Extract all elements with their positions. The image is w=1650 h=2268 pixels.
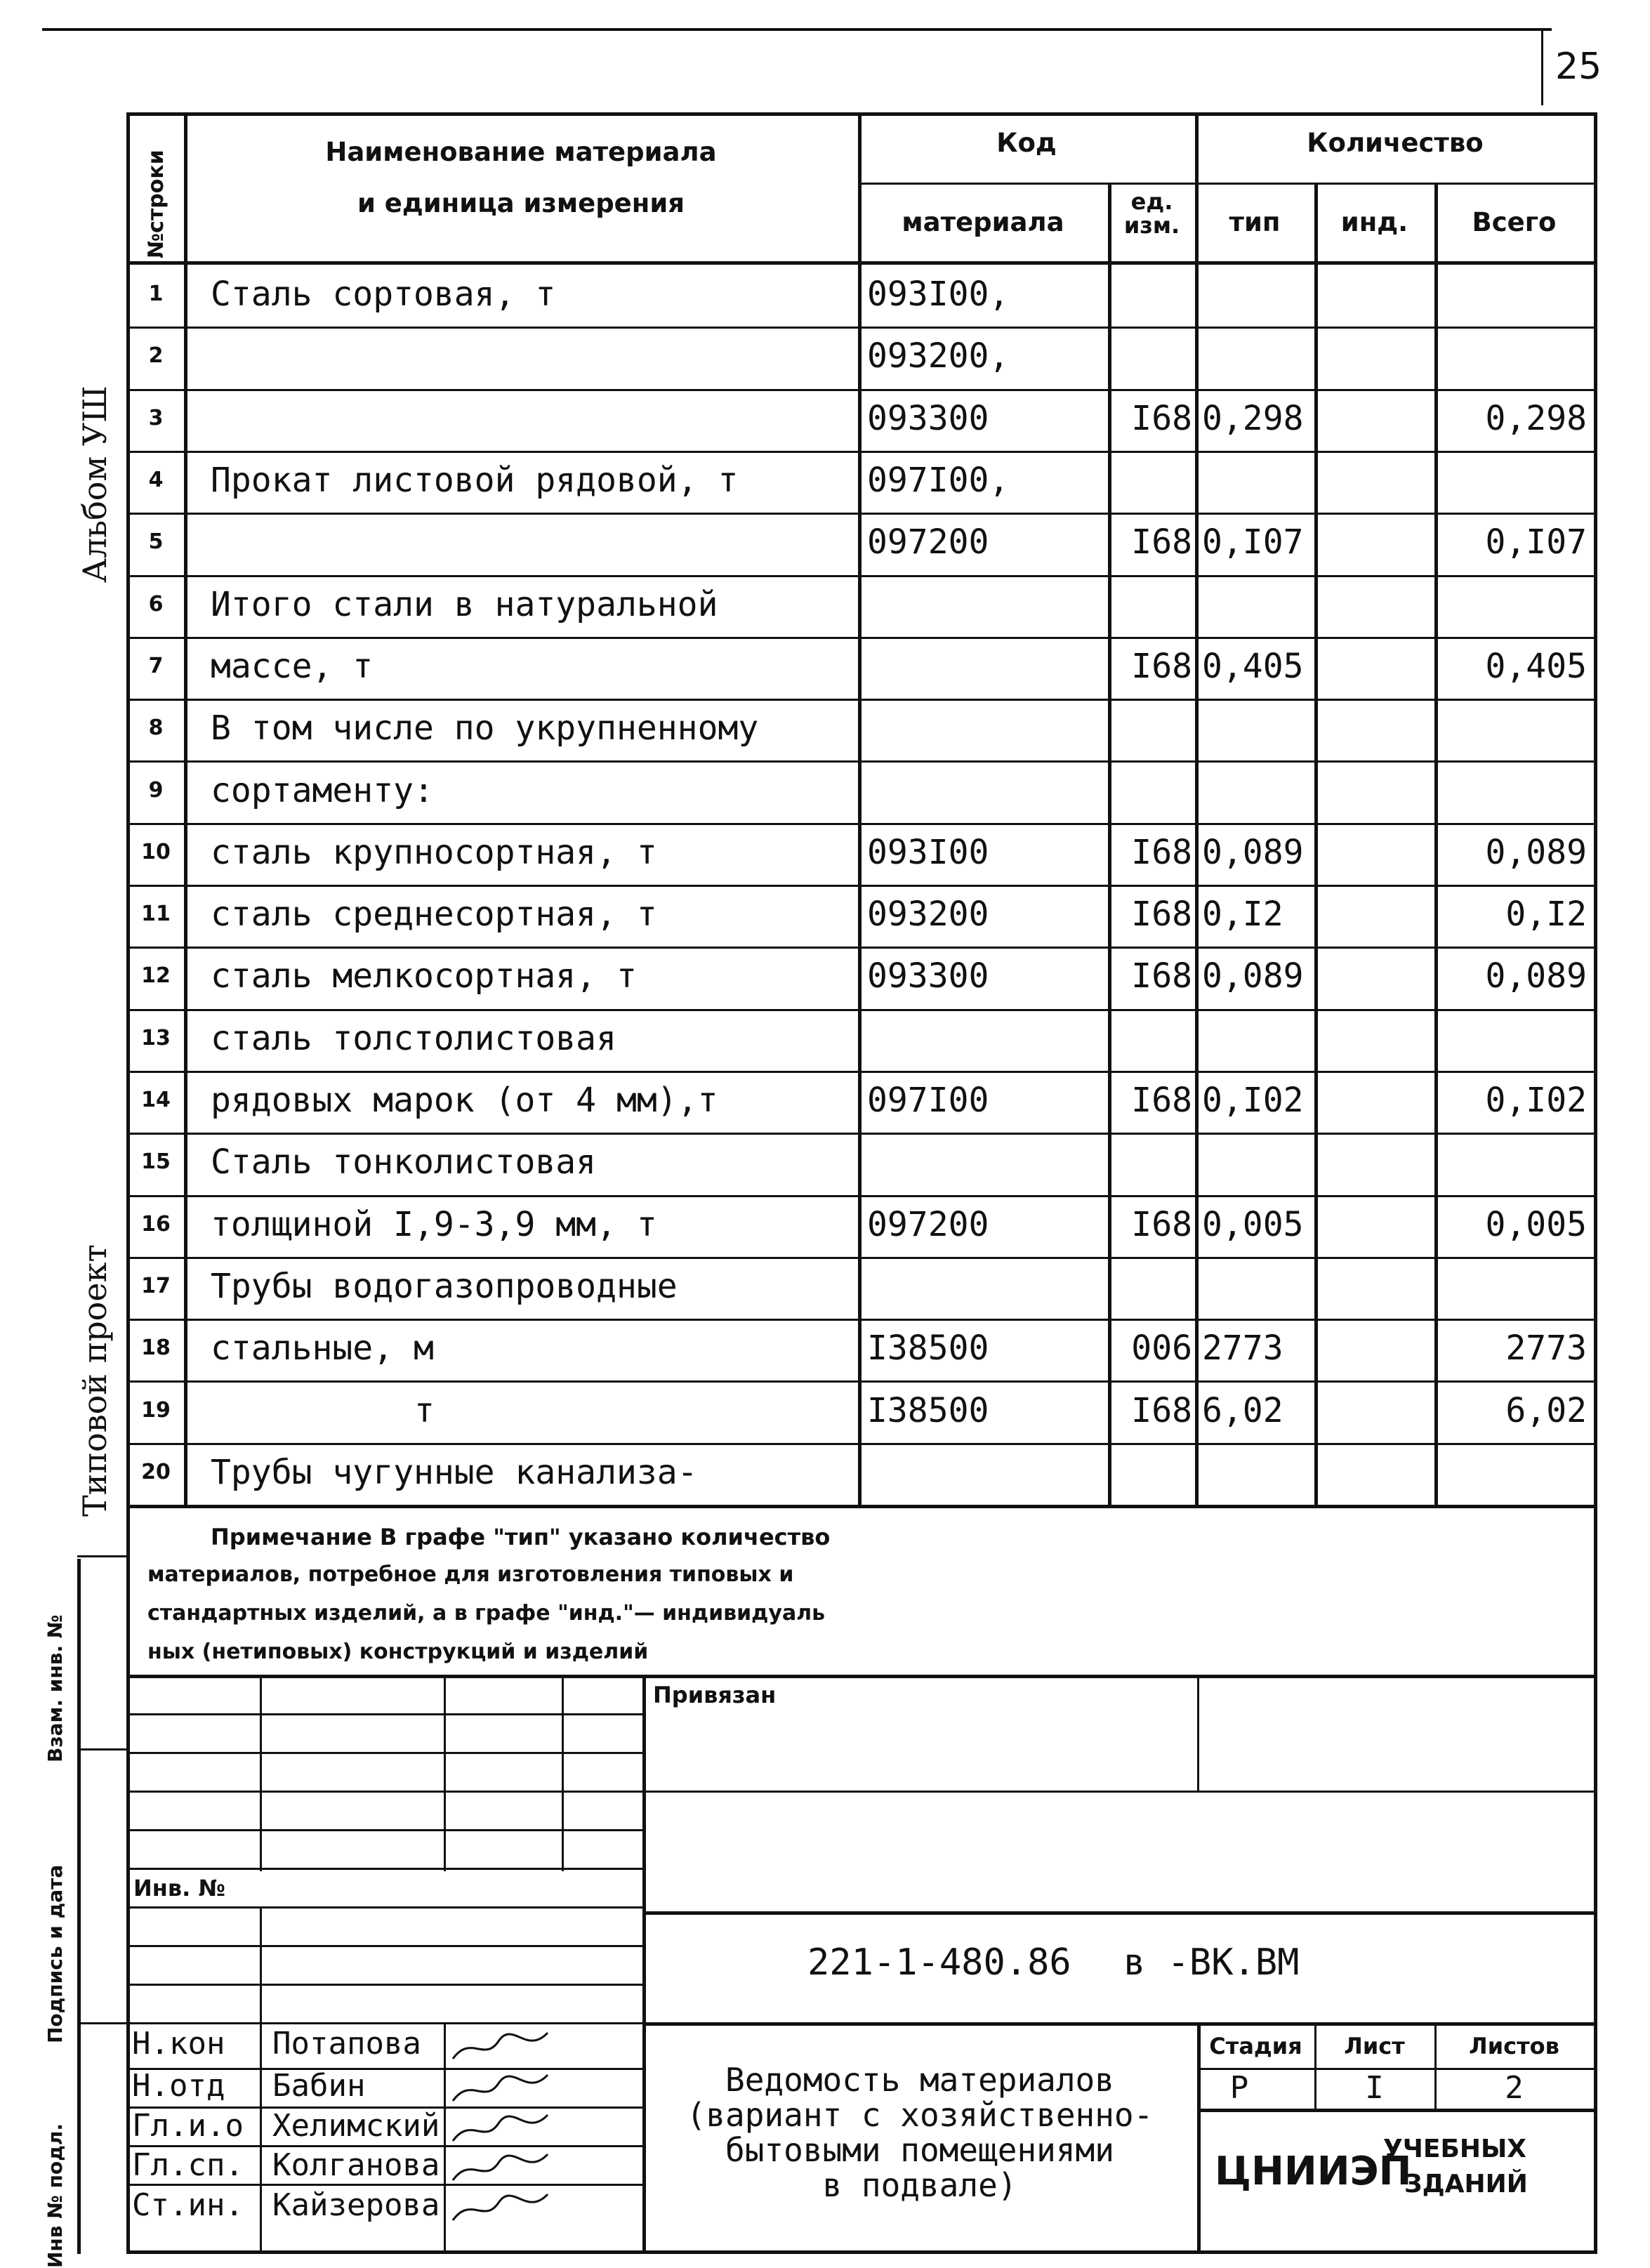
col-line-code: [1108, 183, 1111, 1506]
row-number: 19: [141, 1397, 171, 1423]
row-divider: [126, 823, 1595, 825]
material-name: сталь крупносортная, т: [211, 832, 657, 872]
qty-tip: 0,I02: [1202, 1081, 1304, 1121]
material-name: толщиной I,9-3,9 мм, т: [211, 1204, 657, 1244]
material-name: стальные, м: [211, 1329, 434, 1369]
stamp-row-4: [126, 1829, 642, 1831]
stamp-col-right: [1197, 1675, 1199, 1791]
qty-tip: 0,298: [1202, 398, 1304, 438]
row-divider: [126, 451, 1595, 453]
col-line-tip: [1314, 183, 1318, 1506]
material-name: массе, т: [211, 646, 374, 686]
header-mid: [858, 183, 1595, 185]
side-label-album: Альбом УШ: [76, 385, 114, 583]
qty-total: 0,I02: [1485, 1081, 1587, 1121]
row-divider: [126, 1195, 1595, 1197]
row-number: 14: [141, 1088, 171, 1113]
side-label-inv-podl: Инв № подл.: [44, 2123, 67, 2268]
row-divider: [126, 760, 1595, 763]
material-code: 097200: [867, 1204, 989, 1244]
signer-role: Гл.сп.: [132, 2147, 244, 2183]
stamp-col-2: [444, 1675, 446, 1871]
doc-title-line4: в подвале): [822, 2166, 1017, 2204]
signer-role: Ст.ин.: [132, 2187, 244, 2223]
material-name: сталь среднесортная, т: [211, 895, 657, 935]
stamp-sig-row-5: [126, 2184, 642, 2186]
unit-code: I68: [1131, 956, 1192, 996]
col-line-right: [1594, 112, 1597, 2254]
row-number: 13: [141, 1025, 171, 1050]
org-name-3: ЗДАНИЙ: [1404, 2170, 1528, 2198]
material-name: сталь мелкосортная, т: [211, 956, 637, 996]
side-label-podpis: Подпись и дата: [44, 1864, 67, 2043]
side-strip-h3: [77, 2022, 126, 2024]
qty-tip: 0,I2: [1202, 895, 1283, 935]
stamp-row-6: [126, 1906, 642, 1908]
unit-code: 006: [1131, 1329, 1192, 1369]
privyazan-label: Привязан: [653, 1682, 777, 1708]
note-line2: материалов, потребное для изготовления типовых и: [147, 1562, 794, 1587]
row-number: 5: [148, 529, 164, 555]
material-code: 093I00,: [867, 275, 1010, 315]
qty-tip: 0,005: [1202, 1204, 1304, 1244]
qty-tip: 6,02: [1202, 1390, 1283, 1430]
document-suffix: в -ВК.ВМ: [1123, 1941, 1300, 1984]
row-divider: [126, 699, 1595, 701]
material-name: Прокат листовой рядовой, т: [211, 461, 739, 501]
stage-label: Стадия: [1209, 2033, 1302, 2059]
material-code: 093300: [867, 398, 989, 438]
row-divider: [126, 947, 1595, 949]
row-number: 11: [141, 902, 171, 927]
sheets-value: 2: [1505, 2070, 1524, 2106]
unit-code: I68: [1131, 895, 1192, 935]
body-bottom: [126, 1505, 1597, 1508]
signer-role: Н.отд: [132, 2068, 225, 2104]
material-code: I38500: [867, 1329, 989, 1369]
signer-role: Гл.и.о: [132, 2108, 244, 2144]
stage-value: Р: [1229, 2070, 1249, 2106]
note-line1: Примечание В графе "тип" указано количество: [211, 1524, 831, 1550]
material-name: Сталь тонколистовая: [211, 1142, 597, 1182]
row-divider: [126, 1380, 1595, 1383]
row-number: 12: [141, 963, 171, 989]
side-strip-left: [77, 1559, 81, 2254]
material-name: Трубы водогазопроводные: [211, 1266, 678, 1306]
org-name-1: ЦНИИЭП: [1215, 2149, 1412, 2194]
stamp-row-5: [126, 1868, 642, 1870]
signer-name: Хелимский: [272, 2108, 440, 2144]
document-code: 221-1-480.86: [807, 1941, 1071, 1984]
row-divider: [126, 575, 1595, 577]
row-number: 7: [148, 653, 164, 678]
header-ind: инд.: [1340, 207, 1408, 237]
signer-name: Потапова: [272, 2026, 421, 2062]
qty-total: 0,I2: [1505, 895, 1587, 935]
material-name: сталь толстолистовая: [211, 1018, 616, 1058]
qty-total: 2773: [1505, 1329, 1587, 1369]
header-name-line2: и единица измерения: [357, 188, 685, 218]
signer-name: Кайзерова: [272, 2187, 440, 2223]
signature-mark: [449, 2069, 555, 2108]
row-divider: [126, 327, 1595, 329]
signer-name: Колганова: [272, 2147, 440, 2183]
unit-code: I68: [1131, 1081, 1192, 1121]
material-code: 093200: [867, 895, 989, 935]
page-number: 25: [1555, 46, 1602, 88]
qty-total: 0,405: [1485, 646, 1587, 686]
row-number: 15: [141, 1149, 171, 1175]
col-line-left: [126, 112, 130, 2254]
header-top: [126, 112, 1597, 116]
signer-name: Бабин: [272, 2068, 366, 2104]
sheets-label: Листов: [1469, 2033, 1559, 2059]
row-number: 10: [141, 839, 171, 864]
material-code: 097I00: [867, 1081, 989, 1121]
stamp-col-3: [562, 1675, 564, 1871]
stamp-col-inv: [260, 1906, 262, 2254]
doc-title-line1: Ведомость материалов: [725, 2061, 1114, 2099]
sheet-label: Лист: [1344, 2033, 1405, 2059]
signature-mark: [449, 2027, 555, 2066]
sheet-value: I: [1365, 2070, 1384, 2106]
header-bottom: [126, 261, 1597, 265]
signer-role: Н.кон: [132, 2026, 225, 2062]
row-number: 9: [148, 777, 164, 803]
qty-total: 0,089: [1485, 832, 1587, 872]
org-name-2: УЧЕБНЫХ: [1383, 2135, 1527, 2163]
qty-total: 0,005: [1485, 1204, 1587, 1244]
stamp-col-inv2: [444, 2022, 446, 2254]
qty-tip: 2773: [1202, 1329, 1283, 1369]
col-line-name: [858, 112, 862, 1506]
unit-code: I68: [1131, 1390, 1192, 1430]
page-number-box-left: [1541, 28, 1543, 105]
col-line-num: [184, 112, 187, 1506]
row-number: 18: [141, 1336, 171, 1361]
doc-title-line3: бытовыми помещениями: [725, 2131, 1114, 2169]
signature-mark: [449, 2189, 555, 2227]
row-number: 8: [148, 716, 164, 741]
stamp-row-8: [126, 1984, 642, 1986]
material-name: В том числе по укрупненному: [211, 708, 759, 749]
header-name-line1: Наименование материала: [325, 137, 717, 167]
row-divider: [126, 1009, 1595, 1011]
material-name: Итого стали в натуральной: [211, 584, 718, 624]
material-name: т: [414, 1390, 435, 1430]
row-number: 6: [148, 591, 164, 617]
stamp-row-2: [126, 1752, 642, 1754]
qty-total: 0,I07: [1485, 522, 1587, 562]
row-divider: [126, 1071, 1595, 1073]
header-tip: тип: [1229, 207, 1281, 237]
header-quantity: Количество: [1307, 128, 1484, 158]
header-unit: ед. изм.: [1123, 188, 1180, 239]
row-divider: [126, 637, 1595, 639]
qty-tip: 0,089: [1202, 832, 1304, 872]
header-row-num: №строки: [144, 150, 169, 258]
row-number: 17: [141, 1273, 171, 1298]
material-code: 093I00: [867, 832, 989, 872]
stamp-info-row-2: [1197, 2109, 1597, 2112]
qty-tip: 0,089: [1202, 956, 1304, 996]
row-divider: [126, 1133, 1595, 1135]
stamp-bottom: [126, 2250, 1597, 2254]
row-divider: [126, 1319, 1595, 1321]
row-divider: [126, 389, 1595, 391]
qty-tip: 0,I07: [1202, 522, 1304, 562]
signature-mark: [449, 2149, 555, 2187]
side-label-project: Типовой проект: [76, 1244, 114, 1517]
qty-total: 0,089: [1485, 956, 1587, 996]
row-number: 3: [148, 405, 164, 430]
header-code: Код: [996, 128, 1057, 158]
unit-code: I68: [1131, 398, 1192, 438]
stamp-code-top: [642, 1911, 1597, 1915]
unit-code: I68: [1131, 832, 1192, 872]
material-code: 097I00,: [867, 461, 1010, 501]
note-line4: ных (нетиповых) конструкций и изделий: [147, 1640, 649, 1664]
stamp-col-1: [260, 1675, 262, 1871]
material-code: 097200: [867, 522, 989, 562]
header-total: Всего: [1472, 207, 1557, 237]
qty-tip: 0,405: [1202, 646, 1304, 686]
material-code: I38500: [867, 1390, 989, 1430]
row-divider: [126, 885, 1595, 887]
header-material: материала: [902, 207, 1064, 237]
material-name: Трубы чугунные канализа-: [211, 1452, 698, 1492]
row-number: 2: [148, 343, 164, 369]
material-code: 093200,: [867, 336, 1010, 376]
material-name: рядовых марок (от 4 мм),т: [211, 1081, 718, 1121]
stamp-row-9: [126, 2022, 642, 2024]
material-name: Сталь сортовая, т: [211, 275, 556, 315]
row-divider: [126, 1443, 1595, 1445]
side-strip-h2: [77, 1748, 126, 1751]
inv-no-label: Инв. №: [133, 1875, 225, 1901]
doc-title-line2: (вариант с хозяйственно-: [686, 2096, 1154, 2134]
stamp-row-7: [126, 1945, 642, 1947]
qty-total: 6,02: [1505, 1390, 1587, 1430]
row-divider: [126, 513, 1595, 515]
row-number: 1: [148, 282, 164, 307]
material-name: сортаменту:: [211, 770, 434, 810]
side-label-vzam: Взам. инв. №: [44, 1614, 67, 1762]
qty-total: 0,298: [1485, 398, 1587, 438]
signature-mark: [449, 2109, 555, 2148]
unit-code: I68: [1131, 1204, 1192, 1244]
material-code: 093300: [867, 956, 989, 996]
row-number: 4: [148, 468, 164, 493]
row-number: 20: [141, 1459, 171, 1484]
unit-code: I68: [1131, 522, 1192, 562]
row-divider: [126, 1257, 1595, 1259]
stamp-row-1: [126, 1713, 642, 1715]
row-number: 16: [141, 1211, 171, 1237]
side-strip-h1: [77, 1555, 126, 1557]
col-line-unit: [1195, 112, 1199, 1506]
stamp-top: [126, 1675, 1597, 1678]
unit-code: I68: [1131, 646, 1192, 686]
top-border: [42, 28, 1552, 31]
stamp-row-3: [126, 1791, 1597, 1793]
note-line3: стандартных изделий, а в графе "инд."— индивидуаль: [147, 1601, 826, 1626]
stamp-code-bottom: [642, 2022, 1597, 2026]
